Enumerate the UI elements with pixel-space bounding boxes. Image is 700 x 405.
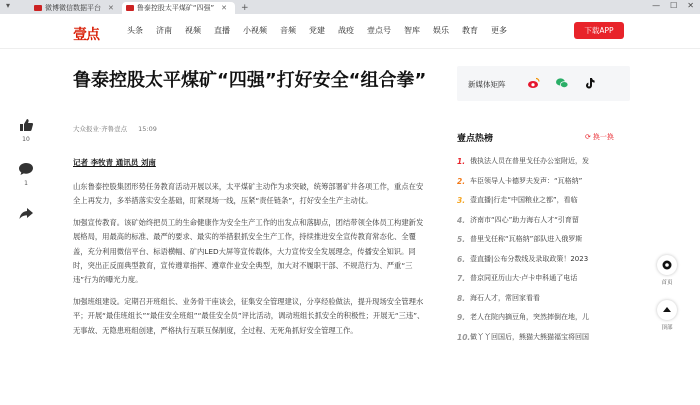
browser-tab-strip	[0, 0, 700, 14]
media-matrix-label: 新媒体矩阵	[468, 80, 506, 89]
nav-item[interactable]: 战疫	[338, 26, 354, 35]
site-logo[interactable]: 壹点	[73, 27, 99, 43]
hot-item-title[interactable]: 普京同亚历山大·卢卡申科通了电话	[470, 274, 578, 282]
hot-item[interactable]	[457, 230, 632, 250]
hot-rank: 8.	[457, 293, 466, 303]
back-to-top-button[interactable]	[652, 300, 682, 331]
favicon-icon	[126, 5, 134, 11]
hot-item[interactable]	[457, 191, 632, 211]
back-to-top-icon[interactable]	[657, 300, 677, 320]
hot-list	[457, 152, 632, 347]
close-window-icon[interactable]: ✕	[687, 1, 694, 10]
main-nav	[127, 25, 520, 37]
authors-line: 记者 李牧青 通讯员 刘南	[73, 158, 156, 167]
refresh-button[interactable]	[585, 132, 614, 142]
nav-item[interactable]: 济南	[156, 26, 172, 35]
douyin-icon[interactable]	[583, 76, 597, 90]
hot-rank: 5.	[457, 235, 466, 244]
weibo-icon[interactable]	[527, 76, 541, 90]
hot-rank: 2.	[457, 176, 466, 186]
browser-tab-1[interactable]	[30, 2, 122, 14]
thumbs-up-icon[interactable]	[18, 117, 34, 133]
close-tab-icon[interactable]: ✕	[108, 4, 114, 12]
article-paragraph: 加强班组建设。定期召开班组长、业务骨干座谈会，征集安全管理建议，分享经验做法，提升现场安全管理水平；开展“最佳班组长”“最佳安全班组”“最佳安全员”评比活动，调动班组长抓安全的积极性；开展无“三违”、无事故、无隐患班组创建，严格执行互联互保制度，全过程、无死角抓好安全管理工作。	[73, 296, 425, 335]
hot-item-title[interactable]: 普里戈任称“瓦格纳”部队进入俄罗斯	[470, 235, 583, 243]
hot-item-title[interactable]: 做丫丫回国后，熊猫大熊猫福宝将回国	[470, 332, 589, 341]
maximize-icon[interactable]: ☐	[670, 1, 678, 10]
article-authors	[73, 157, 156, 168]
close-tab-icon[interactable]: ✕	[221, 4, 228, 12]
nav-item[interactable]: 头条	[127, 26, 143, 35]
hot-item-title[interactable]: 车臣领导人卡德罗夫发声：“瓦格纳”	[470, 176, 583, 185]
home-button[interactable]	[652, 255, 682, 286]
article-paragraph: 加强宣传教育。该矿始终把员工的生命健康作为安全生产工作的出发点和落脚点，团结带领全体员工构建新发展格局，用最高的标准、最严的要求、最实的举措狠抓安全生产工作，持续推进安全宣传教育常态化、全覆盖，充分利用微信平台、标语横幅、矿内LED大屏等宣传载体，大力宣传安全发展理念，传播安全知识。同时，突出正反面典型教育，宣传遵章指挥、遵章作业安全典型，加大对不履职干部、不规范行为、严重“三违”行为的曝光力度。	[73, 217, 424, 285]
article-body	[73, 180, 425, 345]
window-controls	[652, 1, 694, 10]
browser-tab-2[interactable]	[122, 2, 235, 14]
back-to-top-label: 顶部	[661, 325, 673, 331]
hot-rank: 4.	[457, 215, 466, 225]
new-tab-button[interactable]: +	[241, 3, 249, 13]
wechat-icon[interactable]	[555, 76, 569, 90]
article-title: 鲁泰控股太平煤矿“四强”打好安全“组合拳”	[73, 70, 427, 91]
article-meta	[73, 124, 166, 133]
article-paragraph: 山东鲁泰控股集团形势任务教育活动开展以来，太平煤矿主动作为求突破，统筹部署矿井各项工作，重点在安全上再发力，多举措落实安全基础，盯紧现场一线，压紧“责任链条”，打好安全生产主动仗。	[73, 182, 424, 206]
like-count: 10	[22, 136, 30, 143]
hot-item[interactable]	[457, 308, 632, 328]
hot-item-title[interactable]: 俄执法人员在普里戈任办公室附近，发	[470, 157, 589, 165]
refresh-label: 换一换	[592, 133, 614, 141]
hot-item[interactable]	[457, 250, 632, 270]
site-header	[0, 14, 700, 49]
comment-count: 1	[24, 180, 28, 187]
nav-item[interactable]: 更多	[491, 26, 507, 35]
hot-item-title[interactable]: 海石人才，常回家看看	[470, 293, 540, 302]
tab-title: 鲁泰控股太平煤矿“四强”	[136, 4, 215, 12]
hot-item[interactable]	[457, 152, 632, 172]
article-time: 15:09	[138, 125, 157, 133]
nav-item[interactable]: 壹点号	[367, 26, 391, 35]
hot-rank: 7.	[457, 274, 466, 283]
nav-item[interactable]: 音频	[280, 26, 296, 35]
home-label: 首页	[661, 280, 673, 286]
nav-item[interactable]: 党建	[309, 26, 325, 35]
hot-item-title[interactable]: 壹直播|公布分数线及录取政策！2023	[470, 254, 589, 263]
hot-rank: 1.	[457, 157, 466, 166]
home-icon[interactable]	[657, 255, 677, 275]
hot-item[interactable]	[457, 328, 632, 348]
comment-action[interactable]	[14, 161, 38, 187]
hot-item[interactable]	[457, 289, 632, 309]
favicon-icon	[34, 5, 42, 11]
nav-item[interactable]: 智库	[404, 26, 420, 35]
nav-item[interactable]: 娱乐	[433, 26, 449, 35]
comment-icon[interactable]	[18, 161, 34, 177]
nav-item[interactable]: 教育	[462, 26, 478, 35]
download-app-button[interactable]: 下载APP	[574, 22, 624, 39]
left-action-bar	[14, 117, 38, 239]
right-action-bar	[652, 255, 682, 345]
hot-rank: 9.	[457, 313, 466, 322]
hot-rank: 3.	[457, 196, 466, 205]
tab-title: 微博微信数据平台	[45, 4, 101, 12]
hot-item[interactable]	[457, 172, 632, 192]
hot-item-title[interactable]: 壹直播|行走“中国粮业之都”，看临	[470, 196, 578, 204]
share-icon[interactable]	[18, 205, 34, 221]
nav-item[interactable]: 直播	[214, 26, 230, 35]
like-action[interactable]	[14, 117, 38, 143]
hot-rank: 6.	[457, 254, 466, 264]
hot-rank: 10.	[457, 332, 471, 342]
hot-item-title[interactable]: 济南市“四心”助力海右人才“引育留	[470, 215, 579, 224]
hot-list-title: 壹点热榜	[457, 134, 494, 144]
refresh-icon: ⟳	[585, 133, 591, 141]
hot-item[interactable]	[457, 269, 632, 289]
share-action[interactable]	[14, 205, 38, 221]
tab-list-icon[interactable]: ▾	[6, 1, 11, 10]
nav-item[interactable]: 视频	[185, 26, 201, 35]
hot-item[interactable]	[457, 211, 632, 231]
media-matrix-box	[457, 66, 630, 101]
nav-item[interactable]: 小视频	[243, 26, 267, 35]
article-source[interactable]: 大众报业·齐鲁壹点	[73, 125, 128, 133]
minimize-icon[interactable]: —	[652, 1, 661, 10]
hot-item-title[interactable]: 老人在院内摘豆角，突然摔倒在地，儿	[470, 313, 589, 321]
